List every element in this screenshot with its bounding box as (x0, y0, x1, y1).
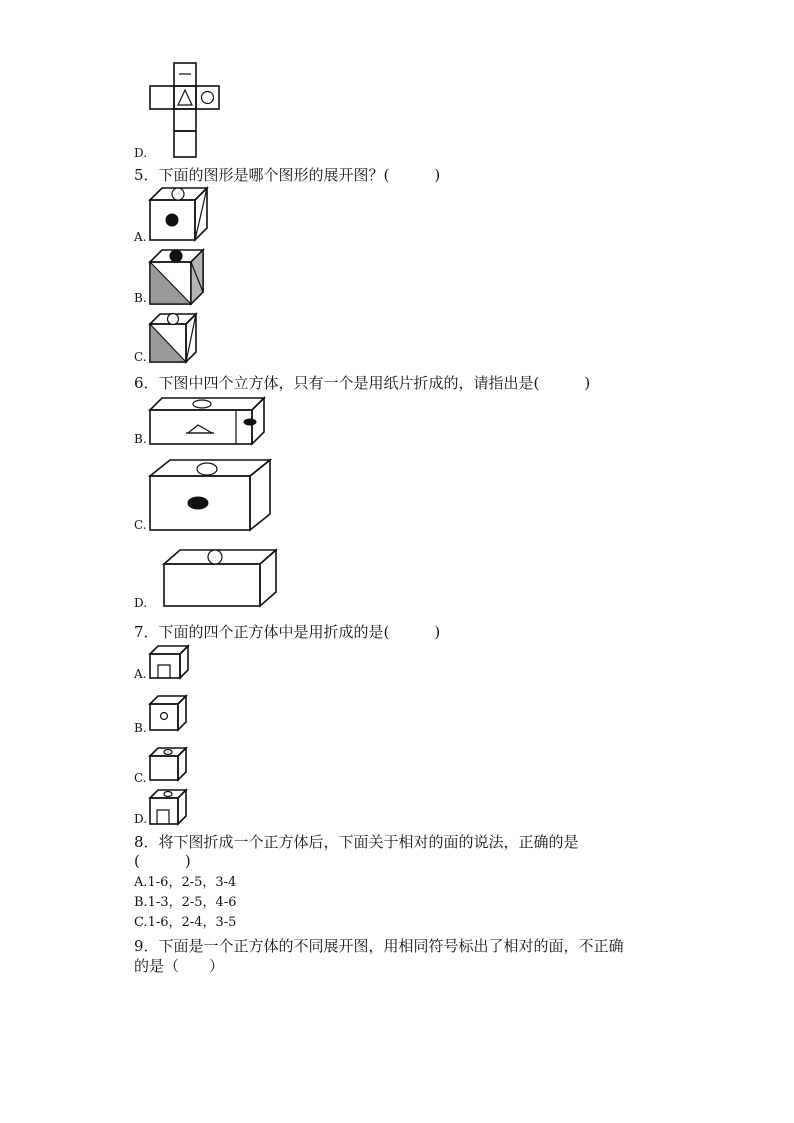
option-text: A.1-6，2-5，3-4 (134, 875, 237, 890)
question-9-stem-end: 的是（ ） (134, 957, 225, 975)
option-label: D. (134, 146, 148, 160)
question-6-stem: 6．下图中四个立方体，只有一个是用纸片折成的，请指出是( ) (134, 374, 591, 392)
cube-figure-7a (148, 644, 190, 680)
option-label: A. (134, 667, 147, 681)
question-7-stem: 7．下面的四个正方体中是用折成的是( ) (134, 623, 441, 641)
cube-figure-7b (148, 694, 188, 732)
option-label: C. (134, 771, 147, 785)
question-8-stem-blank: ( ) (134, 852, 191, 870)
option-label: B. (134, 721, 147, 735)
option-text: C.1-6，2-4，3-5 (134, 915, 237, 930)
option-label: A. (134, 230, 147, 244)
option-label: B. (134, 432, 147, 446)
cube-figure-5c (148, 312, 200, 364)
cube-figure-7c (148, 746, 188, 782)
option-text: B.1-3，2-5，4-6 (134, 895, 237, 910)
question-8-stem: 8．将下图折成一个正方体后，下面关于相对的面的说法，正确的是 (134, 833, 579, 851)
box-figure-6c (148, 458, 274, 532)
option-label: C. (134, 518, 147, 532)
question-9-stem: 9．下面是一个正方体的不同展开图，用相同符号标出了相对的面，不正确 (134, 937, 624, 955)
cube-figure-5b (148, 248, 206, 306)
option-label: B. (134, 291, 147, 305)
option-label: D. (134, 812, 148, 826)
net-figure-option-d (148, 62, 222, 158)
option-label: D. (134, 596, 148, 610)
option-label: C. (134, 350, 147, 364)
cube-figure-7d (148, 788, 188, 826)
cube-figure-5a (148, 186, 210, 242)
question-5-stem: 5．下面的图形是哪个图形的展开图？( ) (134, 166, 441, 184)
box-figure-6d (162, 548, 280, 608)
box-figure-6b (148, 396, 268, 446)
